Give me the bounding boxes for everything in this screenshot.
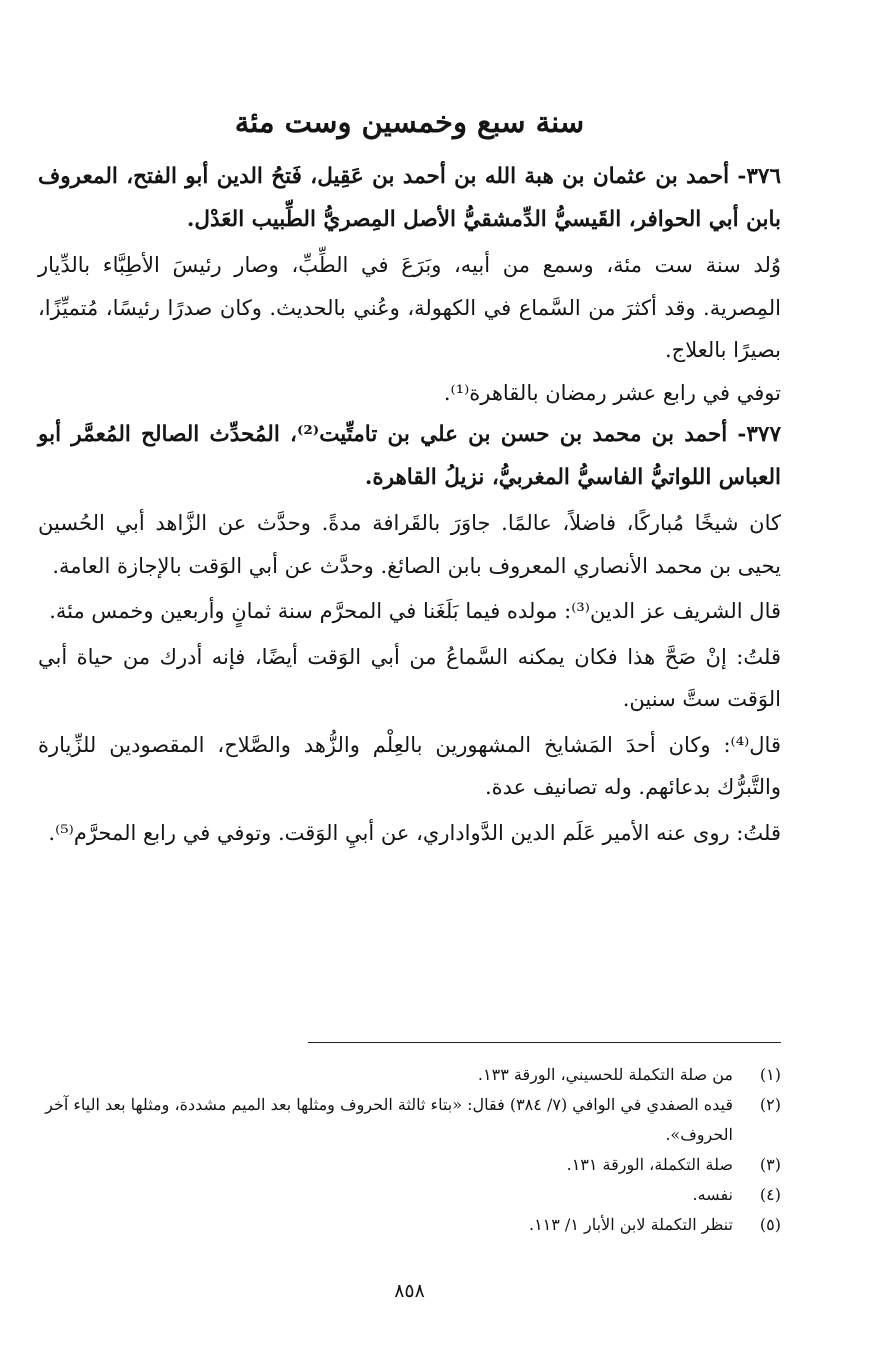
footnote — [38, 1090, 781, 1150]
entry-377-paragraph: قال الشريف عز الدين⁽³⁾: مولده فيما بَلَغَنا في المحرَّم سنة ثمانٍ وأربعين وخمس مئة. — [49, 599, 781, 623]
footnote-text: قيده الصفدي في الوافي (٧/ ٣٨٤) فقال: «بتاء ثالثة الحروف ومثلها بعد الميم مشددة، ومثلها بعد الياء آخر الحروف». — [45, 1095, 733, 1144]
footnote-number: (٤) — [759, 1185, 781, 1204]
entry-376-paragraph: توفي في رابع عشر رمضان بالقاهرة⁽¹⁾. — [443, 380, 781, 405]
entry-376-heading: ٣٧٦- أحمد بن عثمان بن هبة الله بن أحمد بن عَقِيل، فَتحُ الدين أبو الفتح، المعروف بابن أبي الحوافر، القَيسيُّ الدِّمشقيُّ الأصل المِصريُّ الطِّبيب العَدْل. — [38, 164, 781, 232]
footnote-number: (٢) — [759, 1095, 781, 1114]
footnote-number: (٣) — [759, 1155, 781, 1174]
section-title: سنة سبع وخمسين وست مئة — [234, 105, 585, 140]
page-number: ٨٥٨ — [394, 1280, 425, 1302]
footnote-text: من صلة التكملة للحسيني، الورقة ١٣٣. — [477, 1065, 733, 1084]
footnote-text: صلة التكملة، الورقة ١٣١. — [566, 1155, 733, 1174]
footnote-number: (١) — [759, 1065, 781, 1084]
footnotes — [38, 1060, 781, 1240]
entry-377-paragraph: كان شيخًا مُباركًا، فاضلاً، عالمًا. جاوَرَ بالقَرافة مدةً. وحدَّث عن الزَّاهد أبي الحُسين يحيى بن محمد الأنصاري المعروف بابن الصائغ. وحدَّث عن أبي الوَقت بالإجازة العامة. — [38, 511, 781, 578]
footnote — [38, 1060, 781, 1090]
entry-377-heading: ٣٧٧- أحمد بن محمد بن حسن بن علي بن تامتِّيت⁽²⁾، المُحدِّث الصالح المُعمَّر أبو العباس اللواتيُّ الفاسيُّ المغربيُّ، نزيلُ القاهرة. — [38, 422, 781, 490]
footnote — [38, 1150, 781, 1180]
footnote-text: نفسه. — [692, 1185, 733, 1204]
book-page — [38, 0, 781, 1362]
main-text — [38, 156, 781, 854]
footnote-separator — [308, 1042, 781, 1043]
footnote-text: تنظر التكملة لابن الأبار ١/ ١١٣. — [528, 1215, 733, 1234]
footnote — [38, 1210, 781, 1240]
entry-376-paragraph: وُلد سنة ست مئة، وسمع من أبيه، وبَرَعَ في الطِّبِّ، وصار رئيسَ الأطِبَّاء بالدِّيار المِصرية. وقد أكثرَ من السَّماع في الكهولة، وعُني بالحديث. وكان صدرًا رئيسًا، مُتميِّزًا، بصيرًا بالعلاج. — [38, 253, 781, 362]
footnote — [38, 1180, 781, 1210]
entry-377-paragraph: قال⁽⁴⁾: وكان أحدَ المَشايخ المشهورين بالعِلْم والزُّهد والصَّلاح، المقصودين للزِّيارة والتَّبرُّك بدعائهم. وله تصانيف عدة. — [38, 732, 781, 799]
footnote-number: (٥) — [759, 1215, 781, 1234]
entry-377-paragraph: قلتُ: روى عنه الأمير عَلَم الدين الدَّواداري، عن أبيِ الوَقت. وتوفي في رابع المحرَّم⁽⁵⁾. — [48, 820, 781, 845]
entry-377-paragraph: قلتُ: إنْ صَحَّ هذا فكان يمكنه السَّماعُ من أبي الوَقت أيضًا، فإنه أدرك من حياة أبي الوَقت ستَّ سنين. — [38, 644, 781, 711]
